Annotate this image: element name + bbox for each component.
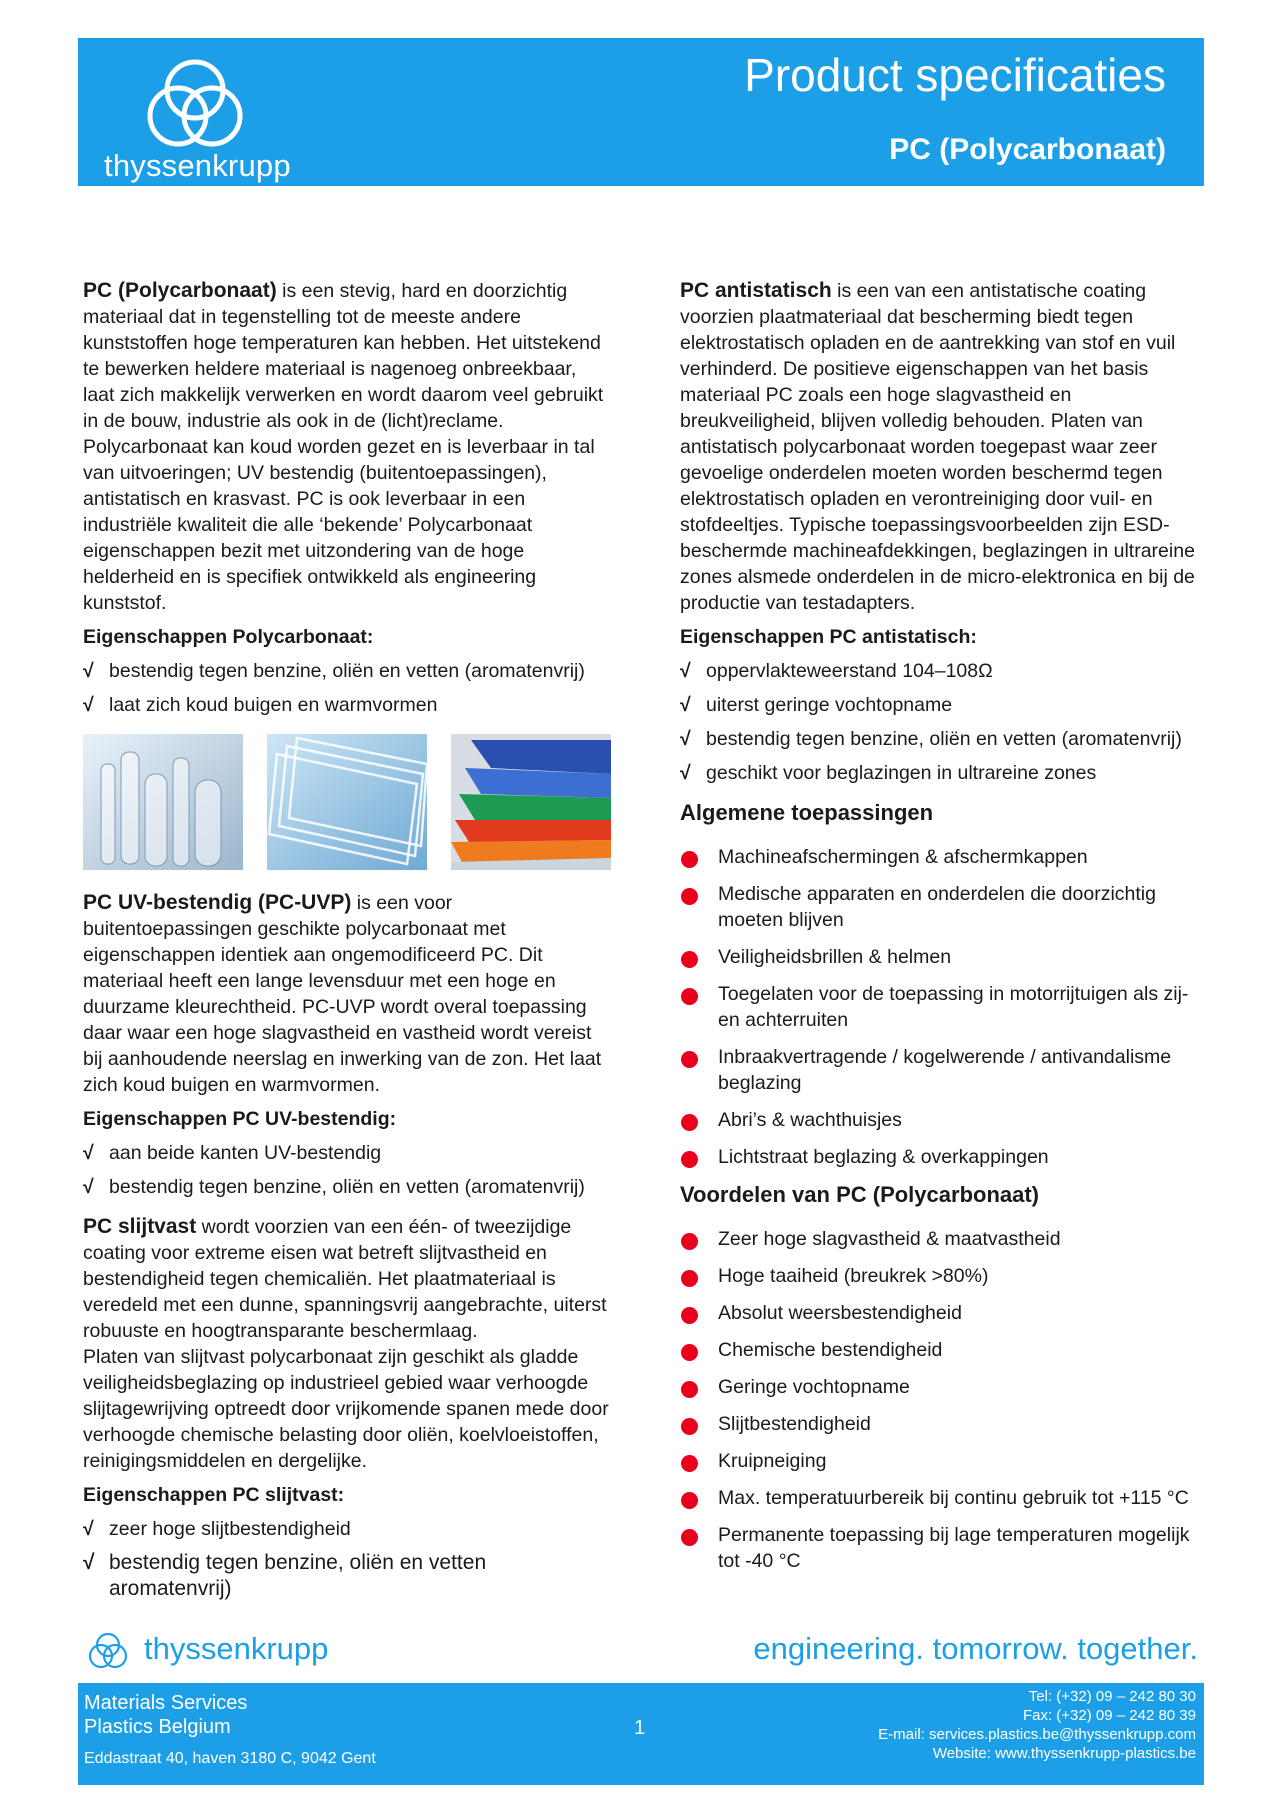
check-icon: √ [680,660,691,682]
red-bullet-icon [681,1418,698,1435]
check-icon: √ [83,1518,94,1540]
page-subtitle: PC (Polycarbonaat) [889,133,1166,166]
red-bullet-icon [681,1344,698,1361]
red-bullet-icon [681,1151,698,1168]
list-item: √ bestendig tegen benzine, oliën en vetten (aromatenvrij) [83,660,585,682]
check-icon: √ [83,1142,94,1164]
page-title: Product specificaties [744,49,1166,101]
company-name: Materials Services [84,1692,248,1714]
check-icon: √ [680,694,691,716]
list-item: Medische apparaten en onderdelen die doorzichtig moeten blijven [680,881,1210,933]
pc-rods-tubes-image [83,734,243,870]
red-bullet-icon [681,888,698,905]
list-item: Veiligheidsbrillen & helmen [680,944,1210,970]
pc-clear-sheets-image [267,734,427,870]
slijt-text: wordt voorzien van een één- of tweezijdige coating voor extreme eisen wat betreft slijtvastheid en bestendigheid tegen chemicaliën. Het plaatmateriaal is veredeld met een dunne, spanningsvrij aangebrachte, uiterst robuuste en hoogtransparante beschermlaag. [83,1216,607,1342]
adv-list [680,1226,1210,1574]
red-bullet-icon [681,951,698,968]
list-item: Zeer hoge slagvastheid & maatvastheid [680,1226,1210,1252]
red-bullet-icon [681,1529,698,1546]
slijt-lead: PC slijtvast [83,1215,197,1238]
list-item: √ zeer hoge slijtbestendigheid [83,1518,351,1540]
red-bullet-icon [681,1270,698,1287]
props-anti-heading: Eigenschappen PC antistatisch: [680,626,977,648]
list-item: √ laat zich koud buigen en warmvormen [83,694,438,716]
red-bullet-icon [681,988,698,1005]
thyssenkrupp-logo-icon [86,1629,130,1673]
footer-brand-name: thyssenkrupp [144,1631,329,1666]
check-icon: √ [83,694,94,716]
contact-email[interactable]: E-mail: services.plastics.be@thyssenkrupp.com [878,1726,1196,1743]
list-item: Max. temperatuurbereik bij continu gebruik tot +115 °C [680,1485,1210,1511]
check-icon: √ [680,728,691,750]
red-bullet-icon [681,1051,698,1068]
list-item: Slijtbestendigheid [680,1411,1210,1437]
list-item: √ bestendig tegen benzine, oliën en vetten (aromatenvrij) [680,728,1182,750]
props3-heading: Eigenschappen PC slijtvast: [83,1484,345,1506]
slijt-paragraph-2: Platen van slijtvast polycarbonaat zijn geschikt als gladde veiligheidsbeglazing op industrieel gebied waar verhoogde slijtagewrijving optreedt door vrijkomende spanen mede door verhoogde chemische belasting door oliën, koelvloeistoffen, reinigingsmiddelen en dergelijke. [83,1346,609,1472]
company-address: Eddastraat 40, haven 3180 C, 9042 Gent [84,1750,376,1767]
list-item: Permanente toepassing bij lage temperaturen mogelijk tot -40 °C [680,1522,1210,1574]
list-item: Hoge taaiheid (breukrek >80%) [680,1263,1210,1289]
apps-list [680,844,1210,1170]
props2-heading: Eigenschappen PC UV-bestendig: [83,1108,397,1130]
list-item: Chemische bestendigheid [680,1337,1210,1363]
list-item: Kruipneiging [680,1448,1210,1474]
product-photos [83,734,613,870]
list-item: Absolut weersbestendigheid [680,1300,1210,1326]
red-bullet-icon [681,1233,698,1250]
contact-website[interactable]: Website: www.thyssenkrupp-plastics.be [932,1745,1196,1762]
check-icon: √ [83,1551,95,1574]
uvp-paragraph [83,890,613,1098]
props-anti-list [680,658,1210,786]
footer-company-block [84,1691,376,1771]
list-item: √ aan beide kanten UV-bestendig [83,1142,382,1164]
intro-lead: PC (Polycarbonaat) [83,279,277,302]
list-item: √ bestendig tegen benzine, oliën en vetten (aromatenvrij) [83,1176,585,1198]
brand-name: thyssenkrupp [104,148,291,183]
list-item: √ geschikt voor beglazingen in ultrareine zones [680,762,1097,784]
list-item: √ bestendig tegen benzine, oliën en vetten aromatenvrij) [83,1551,487,1600]
uvp-text: is een voor buitentoepassingen geschikte polycarbonaat met eigenschappen identiek aan ongemodificeerd PC. Dit materiaal heeft een lange levensduur met een hoge en duurzame kleurechtheid. PC-UVP wordt overal toepassing daar waar een hoge slagvastheid en vastheid wordt vereist bij aanhoudende neerslag en inwerking van de zon. Het laat zich koud buigen en warmvormen. [83,892,602,1096]
props1-list [83,658,613,718]
slijt-paragraph [83,1214,613,1344]
red-bullet-icon [681,1455,698,1472]
list-item: Inbraakvertragende / kogelwerende / antivandalisme beglazing [680,1044,1210,1096]
red-bullet-icon [681,1307,698,1324]
contact-fax: Fax: (+32) 09 – 242 80 39 [1022,1707,1196,1724]
list-item: Lichtstraat beglazing & overkappingen [680,1144,1210,1170]
company-division: Plastics Belgium [84,1716,231,1738]
anti-paragraph [680,278,1210,616]
list-item: Abri’s & wachthuisjes [680,1107,1210,1133]
footer-banner [78,1683,1204,1785]
list-item: √ oppervlakteweerstand 104–108Ω [680,660,993,682]
list-item: Machineafschermingen & afschermkappen [680,844,1210,870]
apps-heading: Algemene toepassingen [680,800,934,825]
left-column [83,278,613,1616]
red-bullet-icon [681,1114,698,1131]
footer-contact-block [878,1687,1196,1763]
list-item: Toegelaten voor de toepassing in motorrijtuigen als zij- en achterruiten [680,981,1210,1033]
props3-list [83,1516,613,1602]
anti-lead: PC antistatisch [680,279,832,302]
footer-brand-row [78,1625,1204,1679]
intro-paragraph [83,278,613,616]
uvp-lead: PC UV-bestendig (PC-UVP) [83,891,352,914]
right-column [680,278,1210,1585]
list-item: √ uiterst geringe vochtopname [680,694,953,716]
check-icon: √ [83,1176,94,1198]
pc-colored-sheets-image [451,734,611,870]
props2-list [83,1140,613,1200]
contact-tel: Tel: (+32) 09 – 242 80 30 [1028,1688,1196,1705]
anti-text: is een van een antistatische coating voorzien plaatmateriaal dat bescherming biedt tegen elektrostatisch opladen en de aantrekking van stof en vuil verhinderd. De positieve eigenschappen van het basis materiaal PC zoals een hoge slagvastheid en breukveiligheid, blijven volledig behouden. Platen van antistatisch polycarbonaat worden toegepast waar zeer gevoelige onderdelen moeten worden beschermd tegen elektrostatisch opladen en verontreiniging door vuil- en stofdeeltjes. Typische toepassingsvoorbeelden zijn ESD-beschermde machineafdekkingen, beglazingen in ultrareine zones alsmede onderdelen in de micro-elektronica en bij de productie van testadapters. [680,280,1195,614]
header-banner [78,38,1204,186]
page-number: 1 [634,1717,646,1739]
red-bullet-icon [681,1492,698,1509]
check-icon: √ [680,762,691,784]
list-item: Geringe vochtopname [680,1374,1210,1400]
intro-text: is een stevig, hard en doorzichtig materiaal dat in tegenstelling tot de meeste andere kunststoffen hoge temperaturen kan hebben. Het uitstekend te bewerken heldere materiaal is nagenoeg onbreekbaar, laat zich makkelijk verwerken en wordt daarom veel gebruikt in de bouw, industrie als ook in de (licht)reclame. Polycarbonaat kan koud worden gezet en is leverbaar in tal van uitvoeringen; UV bestendig (buitentoepassingen), antistatisch en krasvast. PC is ook leverbaar in een industriële kwaliteit die alle ‘bekende’ Polycarbonaat eigenschappen bezit met uitzondering van de hoge helderheid en is specifiek ontwikkeld als engineering kunststof. [83,280,604,614]
props1-heading: Eigenschappen Polycarbonaat: [83,626,374,648]
check-icon: √ [83,660,94,682]
red-bullet-icon [681,851,698,868]
red-bullet-icon [681,1381,698,1398]
footer-slogan: engineering. tomorrow. together. [753,1631,1198,1666]
adv-heading: Voordelen van PC (Polycarbonaat) [680,1182,1040,1207]
thyssenkrupp-logo-icon [140,48,250,158]
